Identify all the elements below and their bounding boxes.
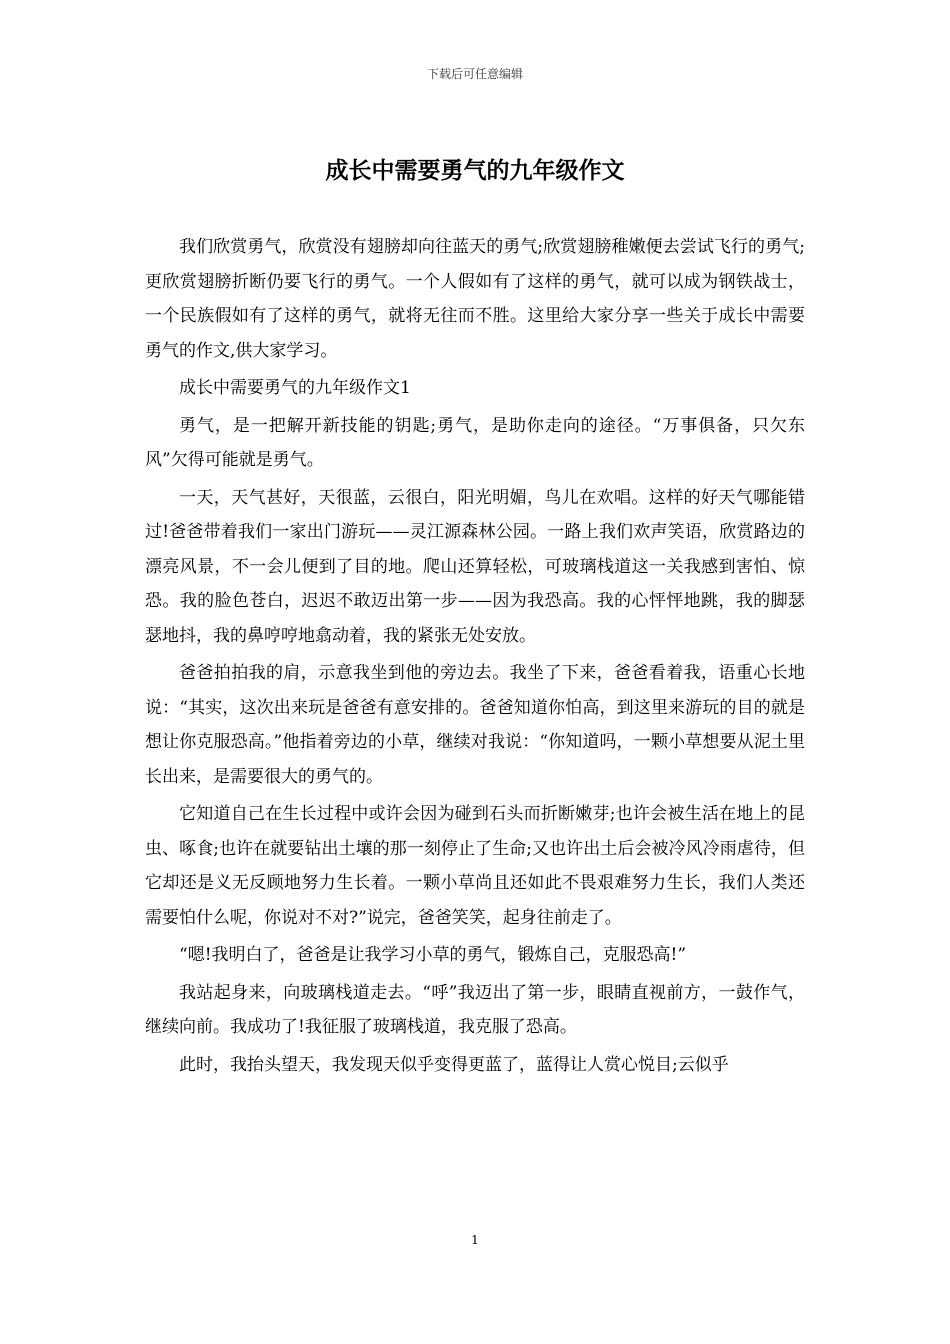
paragraph: 勇气，是一把解开新技能的钥匙;勇气，是助你走向的途径。“万事俱备，只欠东风”欠得可能就是勇气。 (145, 415, 805, 470)
paragraph-intro: 我们欣赏勇气，欣赏没有翅膀却向往蓝天的勇气;欣赏翅膀稚嫩便去尝试飞行的勇气;更欣赏翅膀折断仍要飞行的勇气。一个人假如有了这样的勇气，就可以成为钢铁战士，一个民族假如有了这样的勇气，就将无往而不胜。这里给大家分享一些关于成长中需要勇气的作文,供大家学习。 (145, 237, 805, 361)
document-title: 成长中需要勇气的九年级作文 (325, 157, 625, 184)
paragraph: 我站起身来，向玻璃栈道走去。“呼”我迈出了第一步，眼睛直视前方，一鼓作气，继续向前。我成功了!我征服了玻璃栈道，我克服了恐高。 (145, 982, 805, 1037)
paragraph: 此时，我抬头望天，我发现天似乎变得更蓝了，蓝得让人赏心悦目;云似乎 (179, 1054, 729, 1075)
paragraph: “嗯!我明白了，爸爸是让我学习小草的勇气，锻炼自己，克服恐高!” (179, 945, 687, 965)
paragraph: 它知道自己在生长过程中或许会因为碰到石头而折断嫩芽;也许会被生活在地上的昆虫、啄食;也许在就要钻出土壤的那一刻停止了生命;又也许出土后会被冷风冷雨虐待，但它却还是义无反顾地努力生长着。一颗小草尚且还如此不畏艰难努力生长，我们人类还需要怕什么呢，你说对不对?”说完，爸爸笑笑，起身往前走了。 (145, 804, 805, 928)
page-header-note: 下载后可任意编辑 (426, 67, 523, 81)
page-number: 1 (471, 1233, 479, 1247)
paragraph: 一天，天气甚好，天很蓝，云很白，阳光明媚，鸟儿在欢唱。这样的好天气哪能错过!爸爸带着我们一家出门游玩——灵江源森林公园。一路上我们欢声笑语，欣赏路边的漂亮风景，不一会儿便到了目的地。爬山还算轻松，可玻璃栈道这一关我感到害怕、惊恐。我的脸色苍白，迟迟不敢迈出第一步——因为我恐高。我的心怦怦地跳，我的脚瑟瑟地抖，我的鼻哼哼地翕动着，我的紧张无处安放。 (145, 487, 805, 646)
paragraph-essay-heading: 成长中需要勇气的九年级作文1 (179, 378, 411, 398)
paragraph: 爸爸拍拍我的肩，示意我坐到他的旁边去。我坐了下来，爸爸看着我，语重心长地说：“其实，这次出来玩是爸爸有意安排的。爸爸知道你怕高，到这里来游玩的目的就是想让你克服恐高。”他指着旁边的小草，继续对我说：“你知道吗，一颗小草想要从泥土里长出来，是需要很大的勇气的。 (145, 663, 805, 787)
document-body (145, 230, 805, 1085)
